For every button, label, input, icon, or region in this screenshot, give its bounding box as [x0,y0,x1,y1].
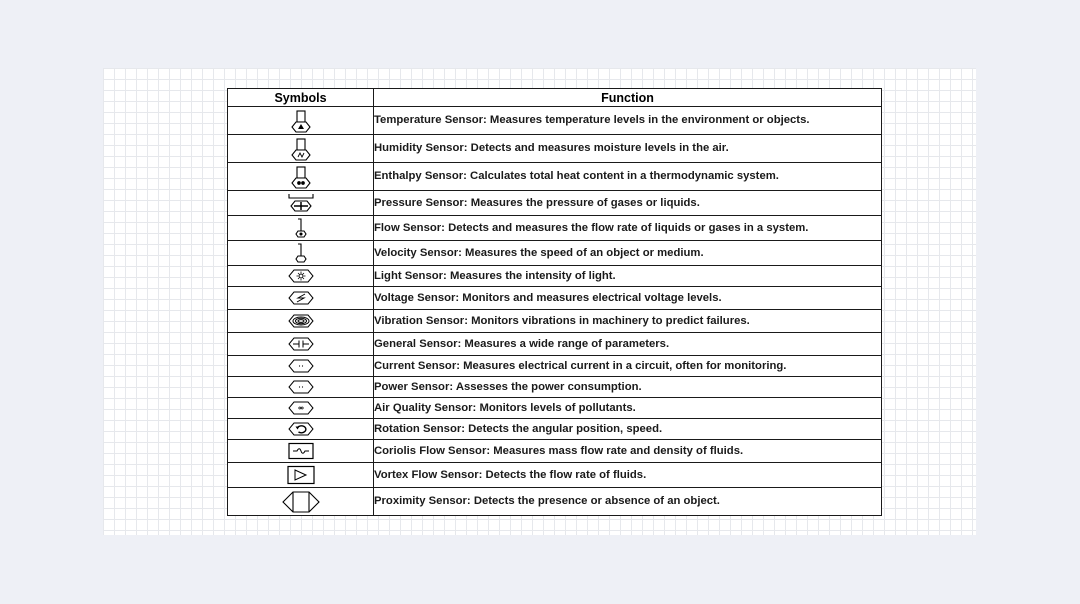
table-row [228,398,882,419]
coriolis-flow-sensor-icon [286,442,316,460]
table-row [228,356,882,377]
symbol-cell [228,191,374,216]
vortex-flow-sensor-icon [286,465,316,485]
symbol-cell [228,440,374,463]
flow-sensor-icon [289,217,313,239]
function-cell: General Sensor: Measures a wide range of parameters. [374,333,882,356]
function-cell: Pressure Sensor: Measures the pressure of gases or liquids. [374,191,882,216]
function-cell: Temperature Sensor: Measures temperature levels in the environment or objects. [374,107,882,135]
function-cell: Voltage Sensor: Monitors and measures electrical voltage levels. [374,287,882,310]
function-cell: Flow Sensor: Detects and measures the flow rate of liquids or gases in a system. [374,216,882,241]
table-row [228,266,882,287]
symbols-header: Symbols [228,89,374,107]
function-cell: Current Sensor: Measures electrical current in a circuit, often for monitoring. [374,356,882,377]
symbol-cell [228,163,374,191]
table-row [228,419,882,440]
symbol-cell [228,419,374,440]
function-cell: Velocity Sensor: Measures the speed of an object or medium. [374,241,882,266]
table-row [228,463,882,488]
table-row [228,135,882,163]
table-row [228,241,882,266]
symbol-cell [228,266,374,287]
pressure-sensor-icon [285,192,317,214]
air-quality-sensor-icon [286,400,316,416]
symbol-cell [228,241,374,266]
table-row [228,107,882,135]
table-row [228,191,882,216]
rotation-sensor-icon [286,421,316,437]
table-row [228,163,882,191]
function-cell: Vortex Flow Sensor: Detects the flow rate of fluids. [374,463,882,488]
symbol-cell [228,488,374,516]
table-row [228,488,882,516]
table-row [228,440,882,463]
function-cell: Vibration Sensor: Monitors vibrations in machinery to predict failures. [374,310,882,333]
function-cell: Rotation Sensor: Detects the angular position, speed. [374,419,882,440]
symbol-cell [228,356,374,377]
symbol-cell [228,216,374,241]
proximity-sensor-icon [281,490,321,514]
symbol-cell [228,310,374,333]
sensor-symbols-table [227,88,882,516]
current-sensor-icon [286,358,316,374]
vibration-sensor-icon [286,313,316,329]
humidity-sensor-icon [287,137,315,161]
light-sensor-icon [286,268,316,284]
function-header: Function [374,89,882,107]
function-cell: Enthalpy Sensor: Calculates total heat content in a thermodynamic system. [374,163,882,191]
table-row [228,287,882,310]
function-cell: Air Quality Sensor: Monitors levels of pollutants. [374,398,882,419]
table-row [228,216,882,241]
symbol-cell [228,135,374,163]
symbol-cell [228,398,374,419]
symbol-cell [228,107,374,135]
table-header-row [228,89,882,107]
function-cell: Proximity Sensor: Detects the presence or absence of an object. [374,488,882,516]
power-sensor-icon [286,379,316,395]
symbol-cell [228,377,374,398]
symbol-cell [228,463,374,488]
symbol-cell [228,333,374,356]
function-cell: Power Sensor: Assesses the power consumption. [374,377,882,398]
function-cell: Light Sensor: Measures the intensity of light. [374,266,882,287]
table-row [228,333,882,356]
general-sensor-icon [286,336,316,352]
function-cell: Humidity Sensor: Detects and measures moisture levels in the air. [374,135,882,163]
temperature-sensor-icon [287,109,315,133]
velocity-sensor-icon [289,242,313,264]
table-row [228,377,882,398]
symbol-cell [228,287,374,310]
enthalpy-sensor-icon [287,165,315,189]
voltage-sensor-icon [286,290,316,306]
function-cell: Coriolis Flow Sensor: Measures mass flow rate and density of fluids. [374,440,882,463]
table-row [228,310,882,333]
